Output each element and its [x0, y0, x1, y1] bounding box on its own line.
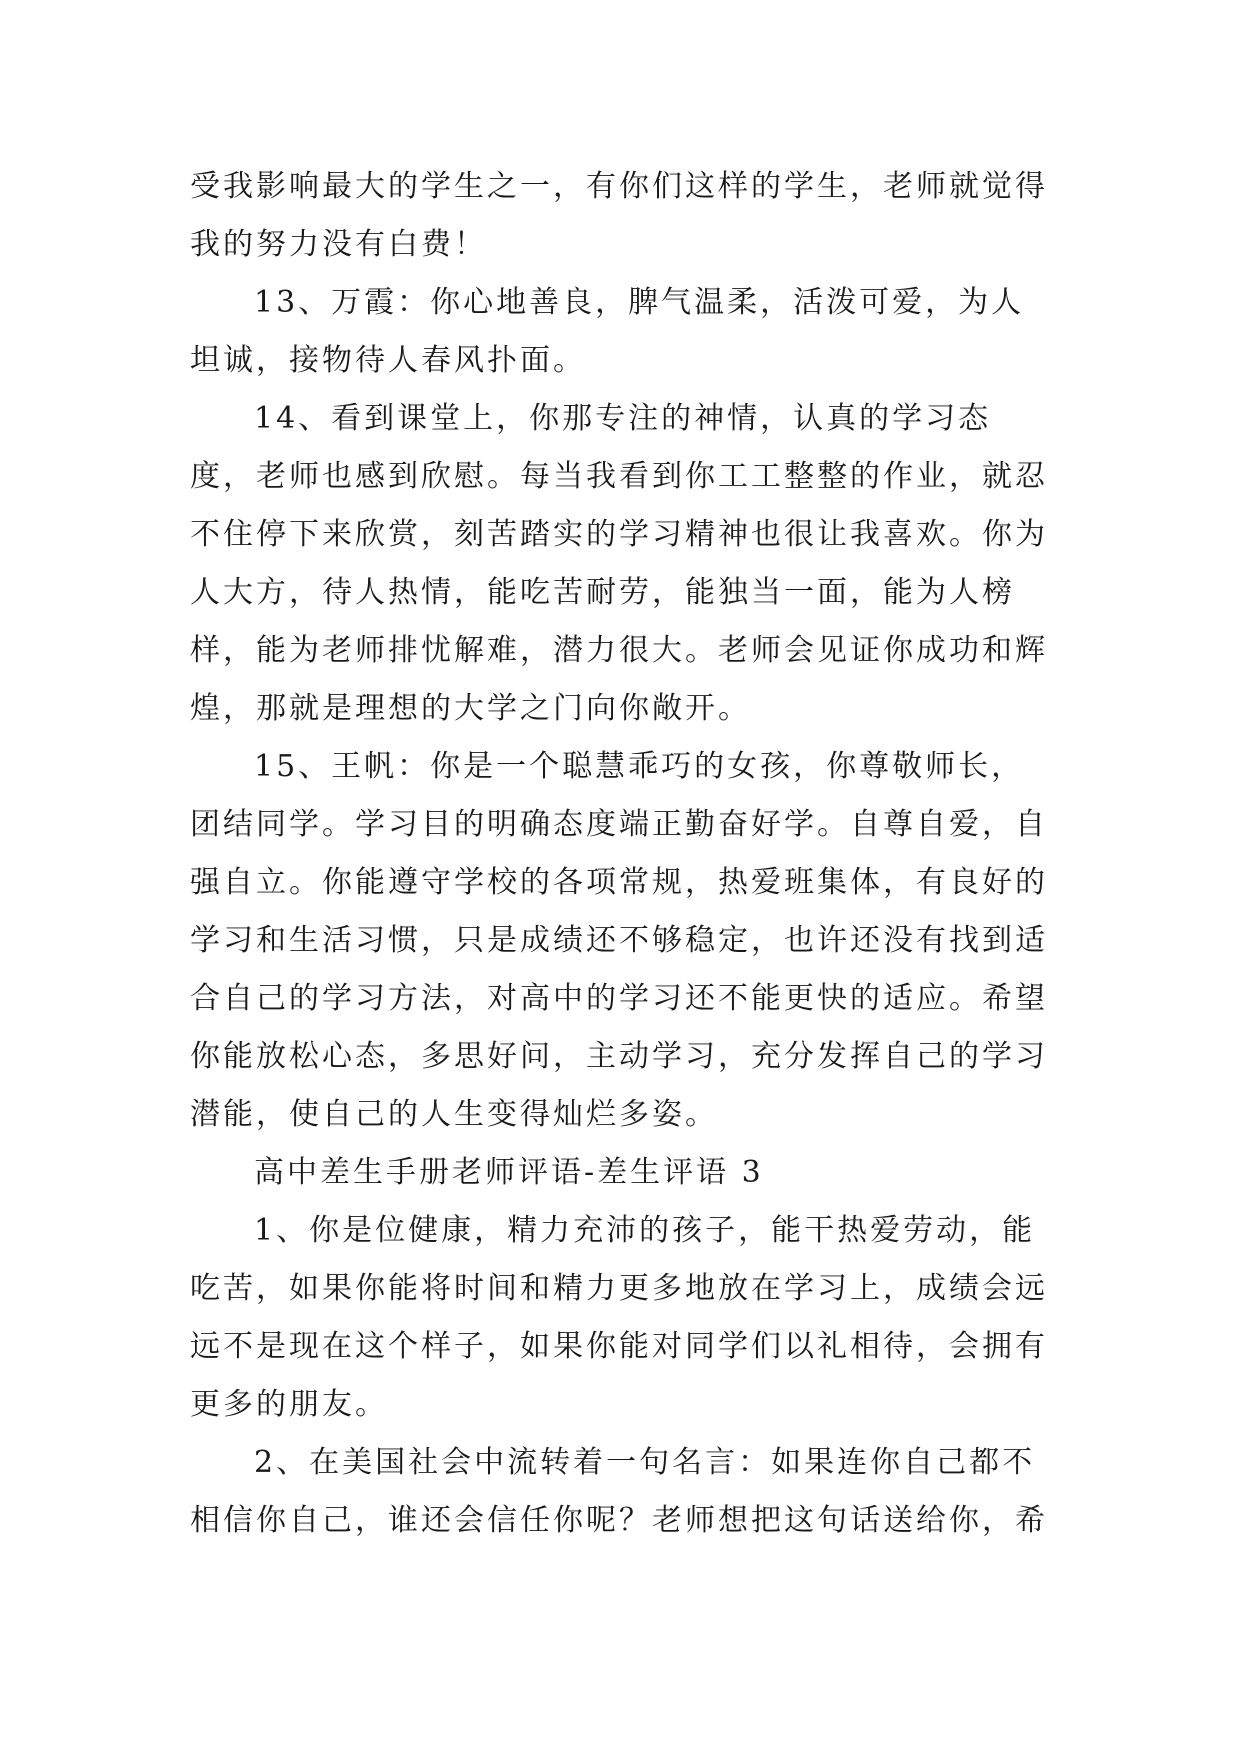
- section-heading: 高中差生手册老师评语-差生评语 3: [254, 1155, 764, 1190]
- paragraph-item-13: 13、万霞：你心地善良，脾气温柔，活泼可爱，为人坦诚，接物待人春风扑面。: [190, 285, 1025, 378]
- paragraph-continuation: 受我影响最大的学生之一，有你们这样的学生，老师就觉得我的努力没有白费！: [190, 169, 1048, 262]
- document-body: [190, 158, 1050, 1550]
- paragraph-item-1: 1、你是位健康，精力充沛的孩子，能干热爱劳动，能吃苦，如果你能将时间和精力更多地放在学习上，成绩会远远不是现在这个样子，如果你能对同学们以礼相待，会拥有更多的朋友。: [190, 1213, 1048, 1422]
- paragraph-item-2: 2、在美国社会中流转着一句名言：如果连你自己都不相信你自己，谁还会信任你呢？老师想把这句话送给你，希: [190, 1445, 1048, 1538]
- paragraph-item-15: 15、王帆：你是一个聪慧乖巧的女孩，你尊敬师长，团结同学。学习目的明确态度端正勤奋好学。自尊自爱，自强自立。你能遵守学校的各项常规，热爱班集体，有良好的学习和生活习惯，只是成绩还不够稳定，也许还没有找到适合自己的学习方法，对高中的学习还不能更快的适应。希望你能放松心态，多思好问，主动学习，充分发挥自己的学习潜能，使自己的人生变得灿烂多姿。: [190, 749, 1048, 1132]
- paragraph-item-14: 14、看到课堂上，你那专注的神情，认真的学习态度，老师也感到欣慰。每当我看到你工工整整的作业，就忍不住停下来欣赏，刻苦踏实的学习精神也很让我喜欢。你为人大方，待人热情，能吃苦耐劳，能独当一面，能为人榜样，能为老师排忧解难，潜力很大。老师会见证你成功和辉煌，那就是理想的大学之门向你敞开。: [190, 401, 1048, 726]
